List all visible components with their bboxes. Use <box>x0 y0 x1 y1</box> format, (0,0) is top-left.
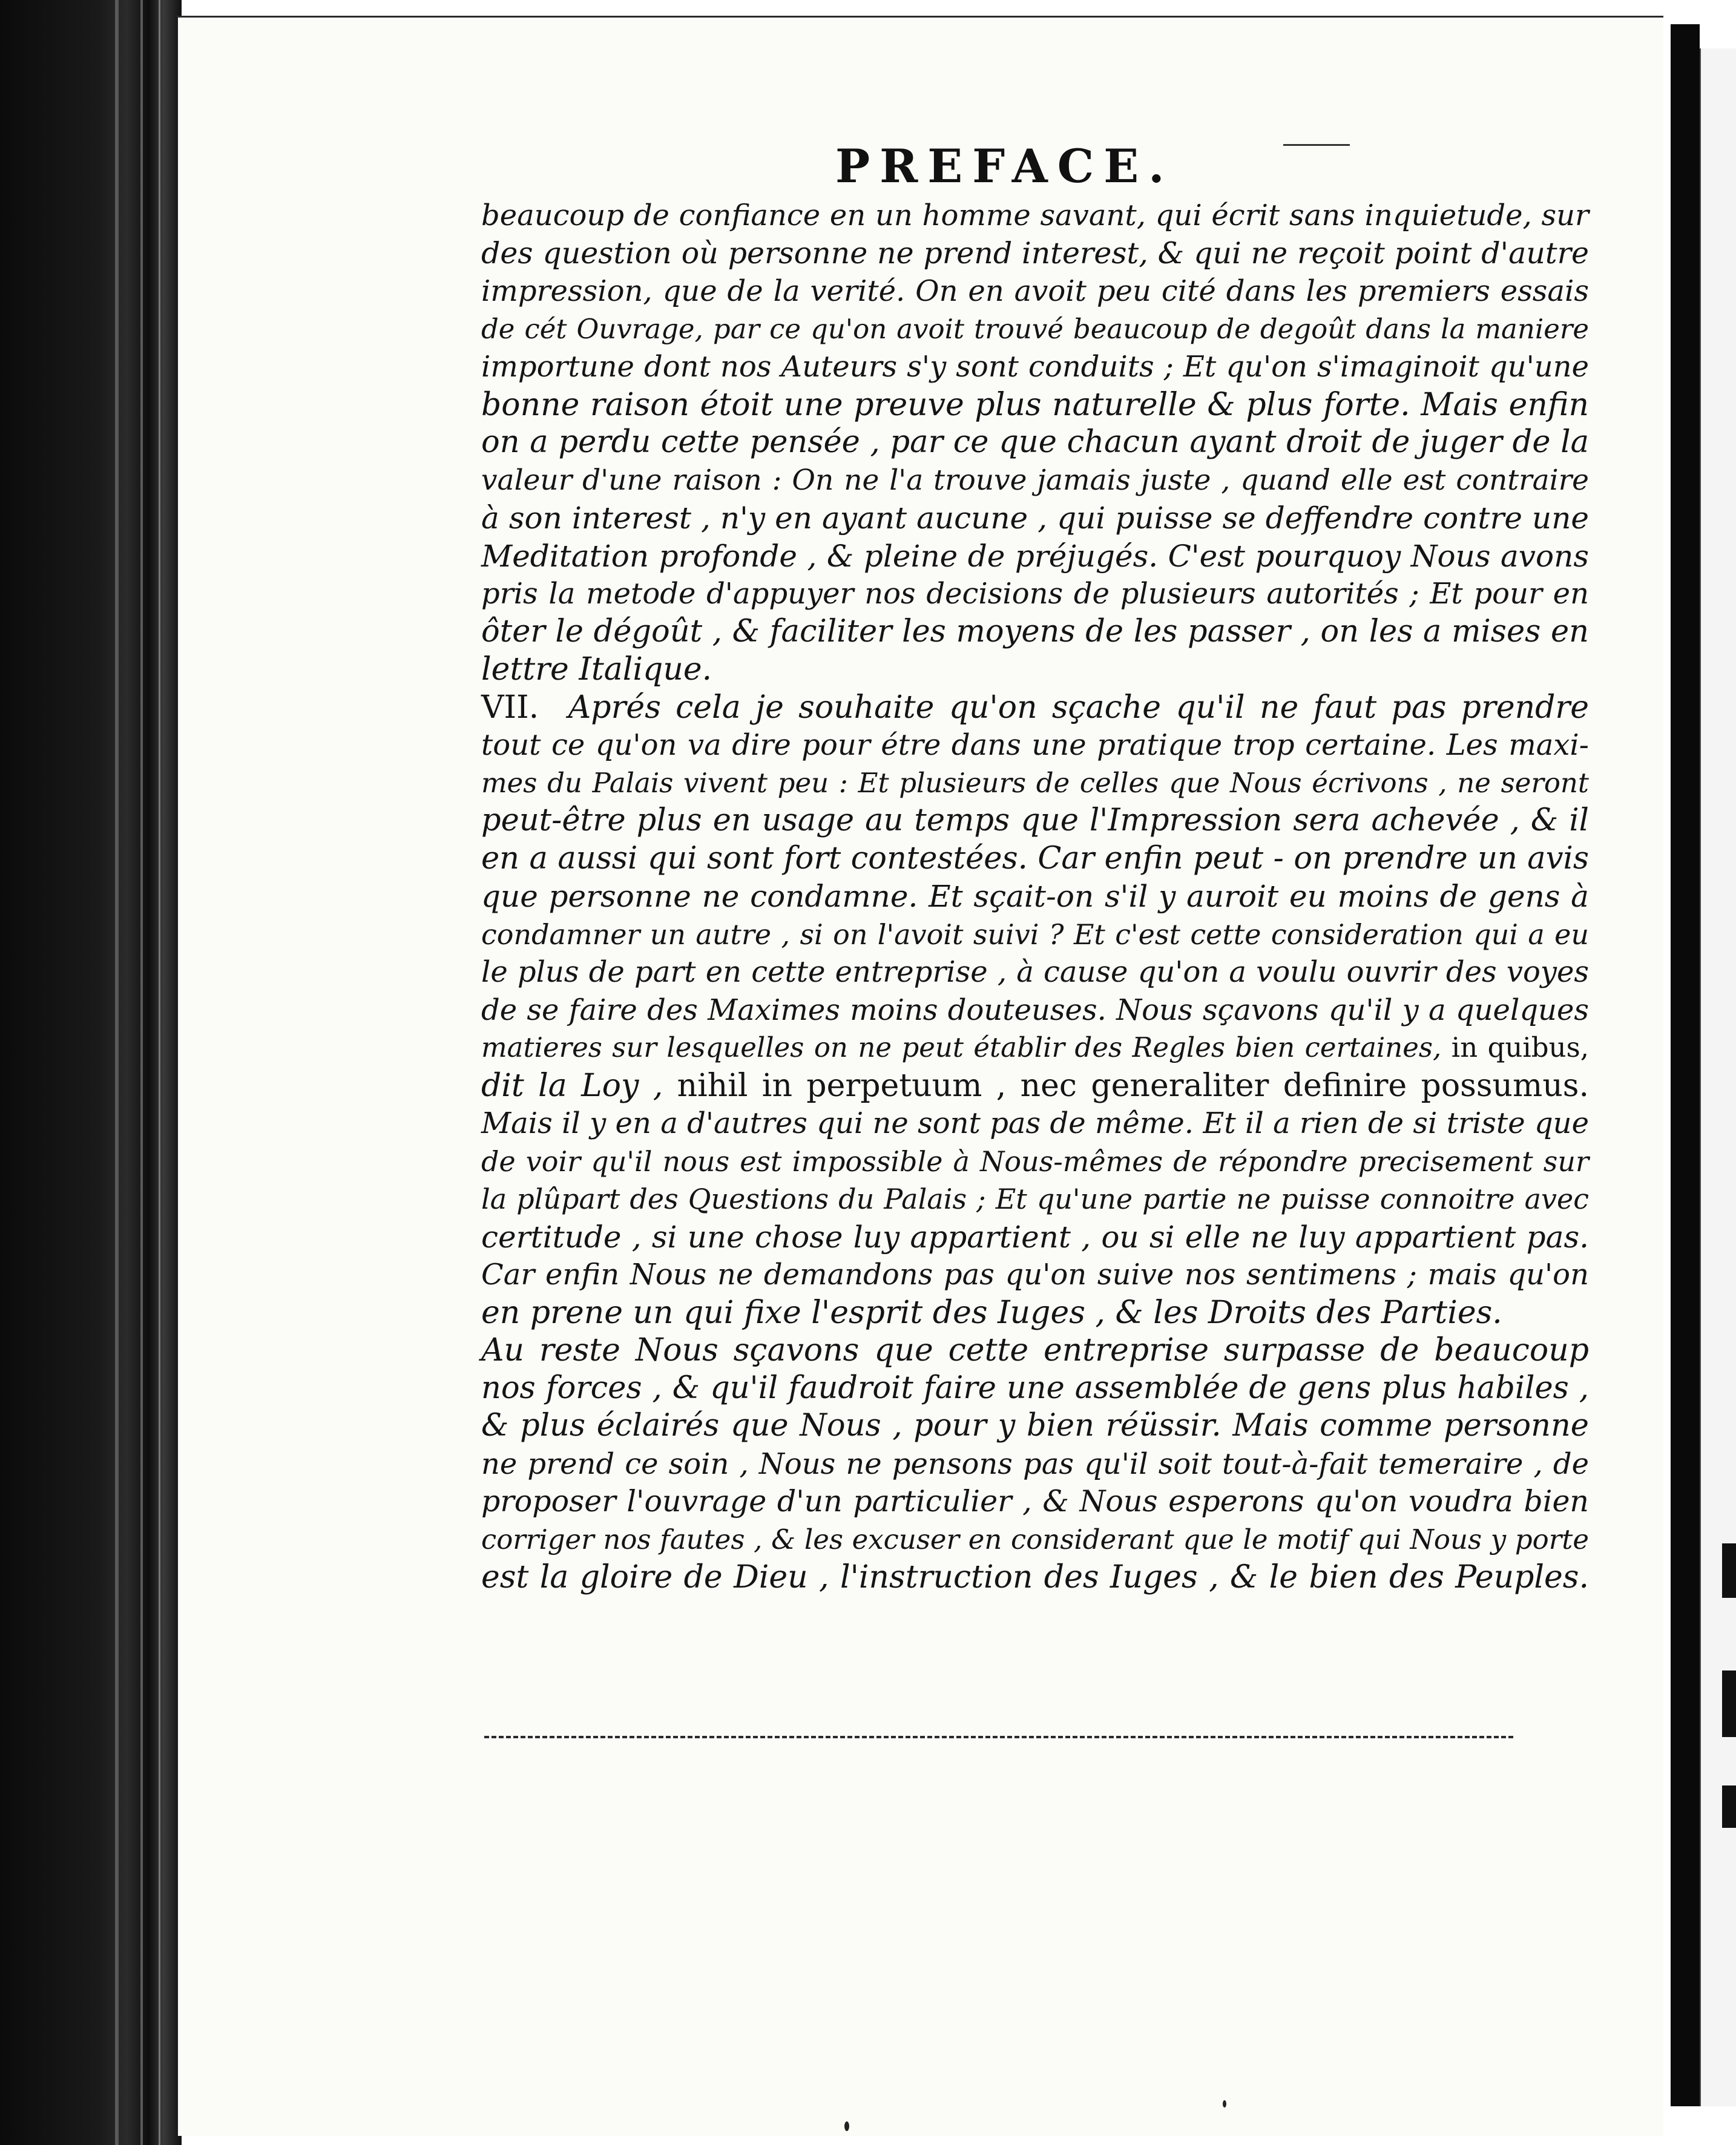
text-fragment: Aprés cela je souhaite qu'on sçache qu'il ne faut pas prendre <box>568 689 1589 726</box>
text-line: certitude , si une chose luy appartient , ou si elle ne luy appartient pas. <box>481 1219 1589 1255</box>
page-top-edge <box>182 0 1671 17</box>
body-text <box>481 197 1589 1597</box>
text-fragment: dit la Loy , <box>481 1067 663 1104</box>
latin-quote: in quibus, <box>1451 1031 1589 1063</box>
text-line: Au reste Nous sçavons que cette entreprise surpasse de beaucoup <box>481 1332 1589 1368</box>
text-line: de voir qu'il nous est impossible à Nous-mêmes de répondre precisement sur <box>481 1145 1589 1178</box>
text-line: la plûpart des Questions du Palais ; Et qu'une partie ne puisse connoitre avec <box>481 1183 1589 1215</box>
text-line: que personne ne condamne. Et sçait-on s'il y auroit eu moins de gens à <box>481 879 1589 914</box>
section-number: VII. <box>481 689 539 726</box>
text-line: des question où personne ne prend interest, & qui ne reçoit point d'autre <box>481 235 1589 271</box>
facing-page-glyph <box>1722 1670 1736 1737</box>
text-line: impression, que de la verité. On en avoit peu cité dans les premiers essais <box>481 274 1589 308</box>
text-line: en a aussi qui sont fort contestées. Car enfin peut - on prendre un avis <box>481 840 1589 876</box>
running-head: PREFACE. <box>835 139 1174 193</box>
text-line: est la gloire de Dieu , l'instruction des Iuges , & le bien des Peuples. <box>481 1559 1589 1595</box>
print-speck <box>844 2121 849 2131</box>
spine-edge-line <box>140 0 143 2145</box>
text-fragment: matieres sur lesquelles on ne peut établir des Regles bien certaines, <box>481 1031 1442 1063</box>
latin-quote: nihil in perpetuum , nec generaliter definire possumus. <box>677 1067 1590 1104</box>
text-line: le plus de part en cette entreprise , à cause qu'on a voulu ouvrir des voyes <box>481 955 1589 989</box>
spine-edge-line <box>159 0 160 2145</box>
text-line: mes du Palais vivent peu : Et plusieurs de celles que Nous écrivons , ne seront <box>481 766 1589 799</box>
text-line: proposer l'ouvrage d'un particulier , & Nous esperons qu'on voudra bien <box>481 1484 1589 1519</box>
text-line: valeur d'une raison : On ne l'a trouve jamais juste , quand elle est contraire <box>481 463 1589 497</box>
text-line: ne prend ce soin , Nous ne pensons pas qu'il soit tout-à-fait temeraire , de <box>481 1447 1589 1481</box>
text-line: Meditation profonde , & pleine de préjugés. C'est pourquoy Nous avons <box>481 538 1589 574</box>
text-line: nos forces , & qu'il faudroit faire une assemblée de gens plus habiles , <box>481 1370 1589 1406</box>
facing-page-glyph <box>1722 1785 1736 1828</box>
text-line: ôter le dégoût , & faciliter les moyens de les passer , on les a mises en <box>481 613 1589 649</box>
facing-page-glyph <box>1722 1543 1736 1598</box>
mixed-line <box>481 1067 1589 1105</box>
gutter-shadow <box>1671 24 1700 2106</box>
text-line: & plus éclairés que Nous , pour y bien réüssir. Mais comme personne <box>481 1408 1589 1444</box>
text-line: en prene un qui fixe l'esprit des Iuges , & les Droits des Parties. <box>481 1294 1502 1331</box>
mixed-line <box>481 1029 1589 1067</box>
text-line: Car enfin Nous ne demandons pas qu'on suive nos sentimens ; mais qu'on <box>481 1258 1589 1292</box>
section-line <box>481 689 1589 727</box>
text-line: condamner un autre , si on l'avoit suivi ? Et c'est cette consideration qui a eu <box>481 918 1589 951</box>
head-rule <box>1283 144 1350 146</box>
text-line: de se faire des Maximes moins douteuses. Nous sçavons qu'il y a quelques <box>481 993 1589 1027</box>
spine-edge-line <box>115 0 119 2145</box>
footer-rule <box>484 1736 1513 1738</box>
text-line: pris la metode d'appuyer nos decisions de plusieurs autorités ; Et pour en <box>481 577 1589 611</box>
text-line: bonne raison étoit une preuve plus naturelle & plus forte. Mais enfin <box>481 386 1589 423</box>
text-line: peut-être plus en usage au temps que l'Impression sera achevée , & il <box>481 803 1589 838</box>
text-line: tout ce qu'on va dire pour étre dans une pratique trop certaine. Les maxi- <box>481 728 1589 762</box>
text-line: lettre Italique. <box>481 651 712 688</box>
text-line: à son interest , n'y en ayant aucune , qui puisse se deffendre contre une <box>481 501 1589 536</box>
text-line: on a perdu cette pensée , par ce que chacun ayant droit de juger de la <box>481 424 1589 460</box>
text-line: Mais il y en a d'autres qui ne sont pas de même. Et il a rien de si triste que <box>481 1106 1589 1140</box>
text-line: de cét Ouvrage, par ce qu'on avoit trouvé beaucoup de degoût dans la maniere <box>481 312 1589 345</box>
print-speck <box>1223 2100 1226 2107</box>
text-line: corriger nos fautes , & les excuser en considerant que le motif qui Nous y porte <box>481 1523 1589 1555</box>
book-spine <box>0 0 182 2145</box>
text-line: importune dont nos Auteurs s'y sont conduits ; Et qu'on s'imaginoit qu'une <box>481 350 1589 384</box>
text-line: beaucoup de confiance en un homme savant, qui écrit sans inquietude, sur <box>481 199 1589 232</box>
